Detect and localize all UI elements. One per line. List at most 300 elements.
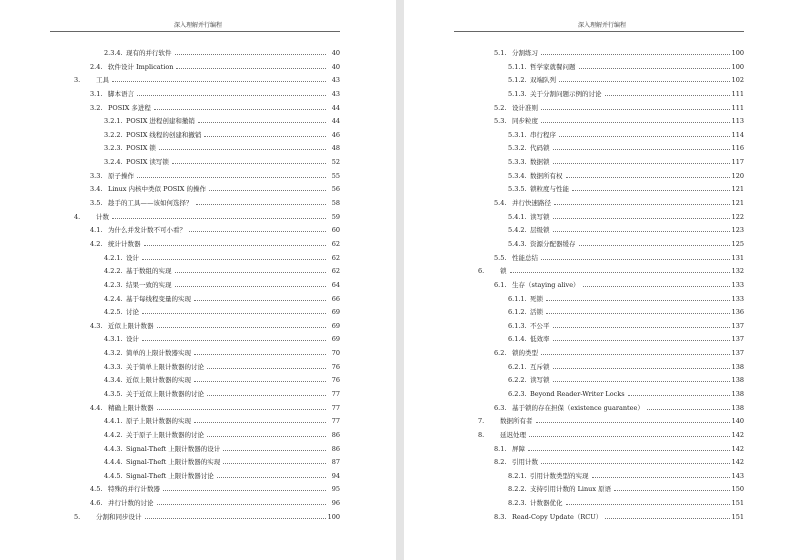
dot-leader xyxy=(546,300,730,301)
toc-entry[interactable] xyxy=(0,289,340,303)
toc-entry-number: 4.3. xyxy=(90,321,103,330)
toc-entry-title: POSIX 多进程 xyxy=(108,103,151,112)
toc-entry-page: 66 xyxy=(331,294,340,303)
toc-entry-number: 6.2.2. xyxy=(508,376,527,385)
toc-entry-page: 100 xyxy=(731,62,744,71)
toc-entry[interactable] xyxy=(404,507,744,521)
toc-entry-title: POSIX 进程创建和撤销 xyxy=(126,117,195,126)
toc-entry-title: 数据所有者 xyxy=(500,417,533,426)
dot-leader xyxy=(559,81,730,82)
toc-entry-page: 59 xyxy=(331,212,340,221)
toc-entry[interactable] xyxy=(404,411,744,425)
toc-entry-page: 40 xyxy=(331,49,340,57)
toc-entry[interactable] xyxy=(404,398,744,412)
toc-entry-title: Linux 内核中类似 POSIX 的操作 xyxy=(108,185,206,194)
toc-entry-title: 哲学家就餐问题 xyxy=(530,62,576,71)
dot-leader xyxy=(541,354,730,355)
toc-entry[interactable] xyxy=(0,166,340,180)
toc-entry-title: Signal-Theft 上限计数器的设计 xyxy=(126,444,221,453)
toc-entry[interactable] xyxy=(404,439,744,453)
dot-leader xyxy=(145,518,326,519)
toc-entry[interactable] xyxy=(404,425,744,439)
toc-entry[interactable] xyxy=(0,439,340,453)
toc-entry-page: 121 xyxy=(731,185,744,194)
toc-entry-number: 5.4.1. xyxy=(508,212,527,221)
left-page xyxy=(0,0,396,560)
dot-leader xyxy=(541,54,730,55)
dot-leader xyxy=(207,436,326,437)
toc-entry-title: 并行计数的讨论 xyxy=(108,499,154,508)
toc-entry-title: 分割练习 xyxy=(512,49,538,57)
toc-entry[interactable] xyxy=(0,398,340,412)
toc-entry-page: 111 xyxy=(731,89,744,98)
toc-entry-page: 151 xyxy=(731,499,744,508)
toc-entry-number: 3.2.4. xyxy=(104,158,123,167)
toc-entry-title: 原子上限计数器的实现 xyxy=(126,417,191,426)
toc-entry[interactable] xyxy=(404,248,744,262)
dot-leader xyxy=(554,204,730,205)
toc-entry-page: 122 xyxy=(731,212,744,221)
dot-leader xyxy=(553,340,730,341)
dot-leader xyxy=(142,340,326,341)
dot-leader xyxy=(536,422,730,423)
toc-entry[interactable] xyxy=(0,329,340,343)
toc-entry-title: 简单的上限计数器实现 xyxy=(126,349,191,358)
toc-entry-page: 125 xyxy=(731,239,744,248)
toc-entry-number: 3.1. xyxy=(90,89,103,98)
toc-entry[interactable] xyxy=(0,220,340,234)
dot-leader xyxy=(553,163,730,164)
toc-entry-page: 140 xyxy=(731,417,744,426)
toc-entry-number: 8. xyxy=(478,430,485,439)
toc-entry[interactable] xyxy=(404,84,744,98)
toc-entry-page: 132 xyxy=(731,267,744,276)
toc-entry-title: 分割和同步设计 xyxy=(96,512,142,521)
dot-leader xyxy=(647,409,730,410)
toc-entry-title: 基于每线程变量的实现 xyxy=(126,294,191,303)
toc-entry-title: 设计 xyxy=(126,253,139,262)
toc-entry-number: 6.3. xyxy=(494,403,507,412)
dot-leader xyxy=(137,95,326,96)
toc-entry-title: POSIX 线程的创建和撤销 xyxy=(126,130,202,139)
toc-entry-number: 5.4.2. xyxy=(508,226,527,235)
toc-entry[interactable] xyxy=(0,507,340,521)
toc-entry-title: 讨论 xyxy=(126,308,139,317)
toc-entry-page: 138 xyxy=(731,362,744,371)
toc-entry[interactable] xyxy=(0,207,340,221)
toc-entry-title: 资源分配器缓存 xyxy=(530,239,576,248)
toc-entry-title: POSIX 锁 xyxy=(126,144,156,153)
toc-entry-title: 双端队列 xyxy=(530,76,556,85)
toc-entry-page: 137 xyxy=(731,335,744,344)
toc-entry-number: 5.3.2. xyxy=(508,144,527,153)
toc-entry-number: 8.1. xyxy=(494,444,507,453)
toc-entry-number: 8.2. xyxy=(494,458,507,467)
toc-entry-number: 5.3. xyxy=(494,117,507,126)
toc-entry-title: 同步粒度 xyxy=(512,117,538,126)
dot-leader xyxy=(553,368,730,369)
toc-entry[interactable] xyxy=(404,98,744,112)
toc-entry[interactable] xyxy=(0,138,340,152)
toc-entry-number: 8.2.1. xyxy=(508,471,527,480)
toc-entry[interactable] xyxy=(404,452,744,466)
toc-entry[interactable] xyxy=(404,220,744,234)
toc-entry-page: 52 xyxy=(331,158,340,167)
toc-entry-page: 76 xyxy=(331,362,340,371)
dot-leader xyxy=(605,518,729,519)
toc-entry[interactable] xyxy=(404,125,744,139)
dot-leader xyxy=(189,231,326,232)
toc-entry[interactable] xyxy=(404,302,744,316)
toc-entry-title: 性能总结 xyxy=(512,253,538,262)
toc-entry-page: 87 xyxy=(331,458,340,467)
toc-entry-number: 6.1. xyxy=(494,280,507,289)
toc-entry-title: 统计计数器 xyxy=(108,239,141,248)
toc-entry[interactable] xyxy=(404,152,744,166)
toc-entry[interactable] xyxy=(0,466,340,480)
toc-entry-number: 6. xyxy=(478,267,485,276)
toc-entry-page: 86 xyxy=(331,444,340,453)
dot-leader xyxy=(137,177,326,178)
toc-entry-page: 76 xyxy=(331,376,340,385)
toc-entry[interactable] xyxy=(0,425,340,439)
toc-entry-page: 69 xyxy=(331,335,340,344)
toc-entry-title: 支持引用计数的 Linux 原语 xyxy=(530,485,612,494)
toc-entry[interactable] xyxy=(404,111,744,125)
toc-entry[interactable] xyxy=(0,57,340,71)
dot-leader xyxy=(142,259,326,260)
toc-entry-page: 69 xyxy=(331,308,340,317)
toc-entry-title: 近似上限计数器 xyxy=(108,321,154,330)
toc-entry-number: 8.2.2. xyxy=(508,485,527,494)
toc-entry[interactable] xyxy=(404,329,744,343)
toc-entry-page: 137 xyxy=(731,349,744,358)
toc-entry[interactable] xyxy=(0,384,340,398)
dot-leader xyxy=(605,95,730,96)
toc-entry-number: 4.4. xyxy=(90,403,103,412)
toc-entry-title: Signal-Theft 上限计数器讨论 xyxy=(126,471,214,480)
toc-entry-number: 4.3.4. xyxy=(104,376,123,385)
toc-entry-number: 4.4.2. xyxy=(104,430,123,439)
toc-entry-page: 121 xyxy=(731,199,744,208)
toc-entry[interactable] xyxy=(0,357,340,371)
toc-entry-page: 136 xyxy=(731,308,744,317)
toc-entry-title: 计数 xyxy=(96,212,109,221)
dot-leader xyxy=(541,259,730,260)
toc-entry-number: 4.2.1. xyxy=(104,253,123,262)
toc-entry[interactable] xyxy=(0,152,340,166)
toc-entry-title: 生存（staying alive） xyxy=(512,280,580,289)
toc-entry-number: 3.2.1. xyxy=(104,117,123,126)
toc-entry-title: 关于原子上限计数器的讨论 xyxy=(126,430,204,439)
toc-entry-title: 锁 xyxy=(500,267,507,276)
dot-leader xyxy=(572,190,730,191)
toc-entry-title: 基于数组的实现 xyxy=(126,267,172,276)
toc-entry-page: 123 xyxy=(731,226,744,235)
dot-leader xyxy=(546,313,730,314)
dot-leader xyxy=(553,381,730,382)
toc-entry-number: 5.3.1. xyxy=(508,130,527,139)
toc-entry[interactable] xyxy=(0,302,340,316)
toc-entry-number: 8.3. xyxy=(494,512,507,521)
dot-leader xyxy=(553,231,730,232)
toc-entry-page: 100 xyxy=(731,49,744,57)
toc-entry-title: 关于简单上限计数器的讨论 xyxy=(126,362,204,371)
toc-entry-number: 5.4. xyxy=(494,199,507,208)
toc-entry[interactable] xyxy=(0,316,340,330)
dot-leader xyxy=(566,504,730,505)
right-page xyxy=(404,0,800,560)
toc-entry-page: 138 xyxy=(731,390,744,398)
toc-entry-number: 4.2. xyxy=(90,239,103,248)
dot-leader xyxy=(157,504,327,505)
toc-entry-title: 关于分割问题示例的讨论 xyxy=(530,89,602,98)
dot-leader xyxy=(112,81,326,82)
toc-entry-number: 4.2.3. xyxy=(104,280,123,289)
toc-entry-title: Signal-Theft 上限计数器的实现 xyxy=(126,458,221,467)
toc-entry[interactable] xyxy=(404,57,744,71)
toc-entry-number: 4.4.4. xyxy=(104,458,123,467)
toc-entry-page: 138 xyxy=(731,376,744,385)
toc-entry-number: 5.1.2. xyxy=(508,76,527,85)
toc-entry[interactable] xyxy=(404,138,744,152)
toc-entry-title: 读写锁 xyxy=(530,212,550,221)
toc-entry-page: 117 xyxy=(731,158,744,167)
toc-entry[interactable] xyxy=(404,70,744,84)
dot-leader xyxy=(579,245,730,246)
toc-entry-number: 3. xyxy=(74,76,81,85)
toc-entry[interactable] xyxy=(404,275,744,289)
toc-entry[interactable] xyxy=(0,193,340,207)
toc-entry-number: 2.3.4. xyxy=(104,49,123,57)
dot-leader xyxy=(204,136,326,137)
toc-entry-number: 5.3.5. xyxy=(508,185,527,194)
dot-leader xyxy=(175,272,327,273)
toc-entry-title: Beyond Reader-Writer Locks xyxy=(530,390,625,398)
toc-entry-number: 4.4.3. xyxy=(104,444,123,453)
toc-entry-title: 低效率 xyxy=(530,335,550,344)
toc-entry-title: POSIX 读写锁 xyxy=(126,158,169,167)
toc-entry-page: 62 xyxy=(331,253,340,262)
toc-entry-page: 55 xyxy=(331,171,340,180)
toc-entry-page: 77 xyxy=(331,390,340,398)
toc-entry[interactable] xyxy=(404,234,744,248)
toc-entry[interactable] xyxy=(0,275,340,289)
dot-leader xyxy=(198,122,326,123)
toc-entry-title: 近似上限计数器的实现 xyxy=(126,376,191,385)
toc-entry-title: 层级锁 xyxy=(530,226,550,235)
toc-entry-number: 4.3.1. xyxy=(104,335,123,344)
toc-entry[interactable] xyxy=(0,84,340,98)
toc-entry-title: 不公平 xyxy=(530,321,550,330)
toc-entry-page: 62 xyxy=(331,267,340,276)
toc-entry-title: 软件设计 Implication xyxy=(108,62,174,71)
dot-leader xyxy=(559,136,730,137)
toc-entry[interactable] xyxy=(404,179,744,193)
dot-leader xyxy=(175,54,327,55)
toc-entry[interactable] xyxy=(404,466,744,480)
dot-leader xyxy=(614,490,730,491)
dot-leader xyxy=(553,218,730,219)
toc-entry-number: 3.2. xyxy=(90,103,103,112)
toc-entry-number: 4.2.2. xyxy=(104,267,123,276)
toc-entry-page: 43 xyxy=(331,89,340,98)
toc-entry-page: 69 xyxy=(331,321,340,330)
toc-entry-page: 44 xyxy=(331,117,340,126)
toc-entry-page: 44 xyxy=(331,103,340,112)
toc-entry-page: 86 xyxy=(331,430,340,439)
toc-entry[interactable] xyxy=(404,343,744,357)
toc-entry-number: 5.1.3. xyxy=(508,89,527,98)
dot-leader xyxy=(566,177,730,178)
toc-entry-page: 56 xyxy=(331,185,340,194)
toc-entry-page: 116 xyxy=(731,144,744,153)
toc-entry[interactable] xyxy=(404,43,744,57)
dot-leader xyxy=(196,204,327,205)
toc-entry[interactable] xyxy=(404,479,744,493)
toc-entry-page: 100 xyxy=(327,512,340,521)
toc-entry-page: 102 xyxy=(731,76,744,85)
toc-entry[interactable] xyxy=(0,452,340,466)
dot-leader xyxy=(194,422,326,423)
toc-entry-number: 3.5. xyxy=(90,199,103,208)
toc-entry[interactable] xyxy=(0,111,340,125)
dot-leader xyxy=(528,450,730,451)
toc-entry-title: 屏障 xyxy=(512,444,525,453)
toc-entry[interactable] xyxy=(0,343,340,357)
toc-entry-number: 5.3.3. xyxy=(508,158,527,167)
toc-entry-title: Read-Copy Update（RCU） xyxy=(512,512,603,521)
toc-entry[interactable] xyxy=(404,370,744,384)
toc-entry-title: 设计 xyxy=(126,335,139,344)
toc-entry-title: 锁的类型 xyxy=(512,349,538,358)
toc-entry-number: 4.3.5. xyxy=(104,390,123,398)
dot-leader xyxy=(207,368,326,369)
toc-entry-title: 设计准则 xyxy=(512,103,538,112)
toc-entry-title: 死锁 xyxy=(530,294,543,303)
dot-leader xyxy=(154,109,326,110)
toc-entry-number: 4.2.5. xyxy=(104,308,123,317)
toc-entry-title: 工具 xyxy=(96,76,109,85)
toc-entry-number: 4. xyxy=(74,212,81,221)
toc-entry-title: 延迟处理 xyxy=(500,430,526,439)
dot-leader xyxy=(194,300,326,301)
toc-entry[interactable] xyxy=(0,98,340,112)
toc-entry-page: 77 xyxy=(331,417,340,426)
toc-entry-number: 6.1.4. xyxy=(508,335,527,344)
toc-entry-title: 数据所有权 xyxy=(530,171,563,180)
toc-entry[interactable] xyxy=(0,493,340,507)
toc-entry-number: 5. xyxy=(74,512,81,521)
toc-entry-page: 70 xyxy=(331,349,340,358)
toc-entry[interactable] xyxy=(0,43,340,57)
toc-entry-title: 趁手的工具——该如何选择？ xyxy=(108,199,193,208)
toc-entry-title: 互斥锁 xyxy=(530,362,550,371)
toc-entry-page: 138 xyxy=(731,403,744,412)
page-header: 深入理解并行编程 xyxy=(577,22,626,29)
toc-entry-number: 5.3.4. xyxy=(508,171,527,180)
toc-entry-number: 5.4.3. xyxy=(508,239,527,248)
toc-entry-number: 8.2.3. xyxy=(508,499,527,508)
dot-leader xyxy=(194,354,326,355)
toc-entry[interactable] xyxy=(404,289,744,303)
toc-entry[interactable] xyxy=(404,357,744,371)
toc-entry[interactable] xyxy=(0,179,340,193)
dot-leader xyxy=(172,163,326,164)
toc-entry[interactable] xyxy=(404,193,744,207)
toc-entry-number: 5.1.1. xyxy=(508,62,527,71)
toc-entry[interactable] xyxy=(0,370,340,384)
toc-entry-page: 142 xyxy=(731,444,744,453)
toc-entry-title: 原子操作 xyxy=(108,171,134,180)
dot-leader xyxy=(207,395,326,396)
toc-entry-number: 4.3.3. xyxy=(104,362,123,371)
dot-leader xyxy=(157,327,327,328)
toc-entry-title: 数据锁 xyxy=(530,158,550,167)
toc-entry[interactable] xyxy=(0,248,340,262)
toc-entry[interactable] xyxy=(404,207,744,221)
toc-entry-title: 结果一致的实现 xyxy=(126,280,172,289)
toc-entry-page: 150 xyxy=(731,485,744,494)
toc-entry-number: 3.4. xyxy=(90,185,103,194)
toc-entry-page: 96 xyxy=(331,499,340,508)
toc-entry[interactable] xyxy=(0,234,340,248)
toc-entry[interactable] xyxy=(404,261,744,275)
dot-leader xyxy=(529,436,730,437)
toc-entry-page: 48 xyxy=(331,144,340,153)
toc-entry[interactable] xyxy=(0,261,340,275)
toc-entry-title: 并行快速路径 xyxy=(512,199,551,208)
dot-leader xyxy=(175,286,327,287)
toc-entry[interactable] xyxy=(404,493,744,507)
toc-entry-number: 6.2.3. xyxy=(508,390,527,398)
toc-entry-number: 6.2.1. xyxy=(508,362,527,371)
dot-leader xyxy=(157,409,327,410)
toc-entry-page: 77 xyxy=(331,403,340,412)
toc-entry-title: 脚本语言 xyxy=(108,89,134,98)
toc-entry-number: 3.2.2. xyxy=(104,130,123,139)
toc-entry-number: 4.4.5. xyxy=(104,471,123,480)
toc-entry-number: 4.2.4. xyxy=(104,294,123,303)
toc-entry-page: 114 xyxy=(731,130,744,139)
dot-leader xyxy=(223,450,326,451)
toc-entry[interactable] xyxy=(0,125,340,139)
toc-entry[interactable] xyxy=(404,384,744,398)
toc-entry[interactable] xyxy=(0,479,340,493)
dot-leader xyxy=(163,490,326,491)
toc-entry-page: 143 xyxy=(731,471,744,480)
toc-entry-page: 58 xyxy=(331,199,340,208)
toc-entry-number: 7. xyxy=(478,417,485,426)
toc-entry-number: 6.1.2. xyxy=(508,308,527,317)
toc-entry[interactable] xyxy=(404,316,744,330)
toc-entry[interactable] xyxy=(0,411,340,425)
dot-leader xyxy=(223,463,326,464)
toc-entry-page: 137 xyxy=(731,321,744,330)
toc-entry[interactable] xyxy=(404,166,744,180)
toc-entry-title: 现有的并行软件 xyxy=(126,49,172,57)
toc-entry-title: 特殊的并行计数器 xyxy=(108,485,160,494)
toc-entry-title: 为什么并发计数不可小看？ xyxy=(108,226,186,235)
dot-leader xyxy=(579,68,730,69)
toc-entry-number: 4.6. xyxy=(90,499,103,508)
toc-entry-page: 133 xyxy=(731,294,744,303)
toc-entry-title: 计数器优化 xyxy=(530,499,563,508)
dot-leader xyxy=(541,463,730,464)
toc-entry-title: 代码锁 xyxy=(530,144,550,153)
toc-entry-number: 4.3.2. xyxy=(104,349,123,358)
toc-entry[interactable] xyxy=(0,70,340,84)
